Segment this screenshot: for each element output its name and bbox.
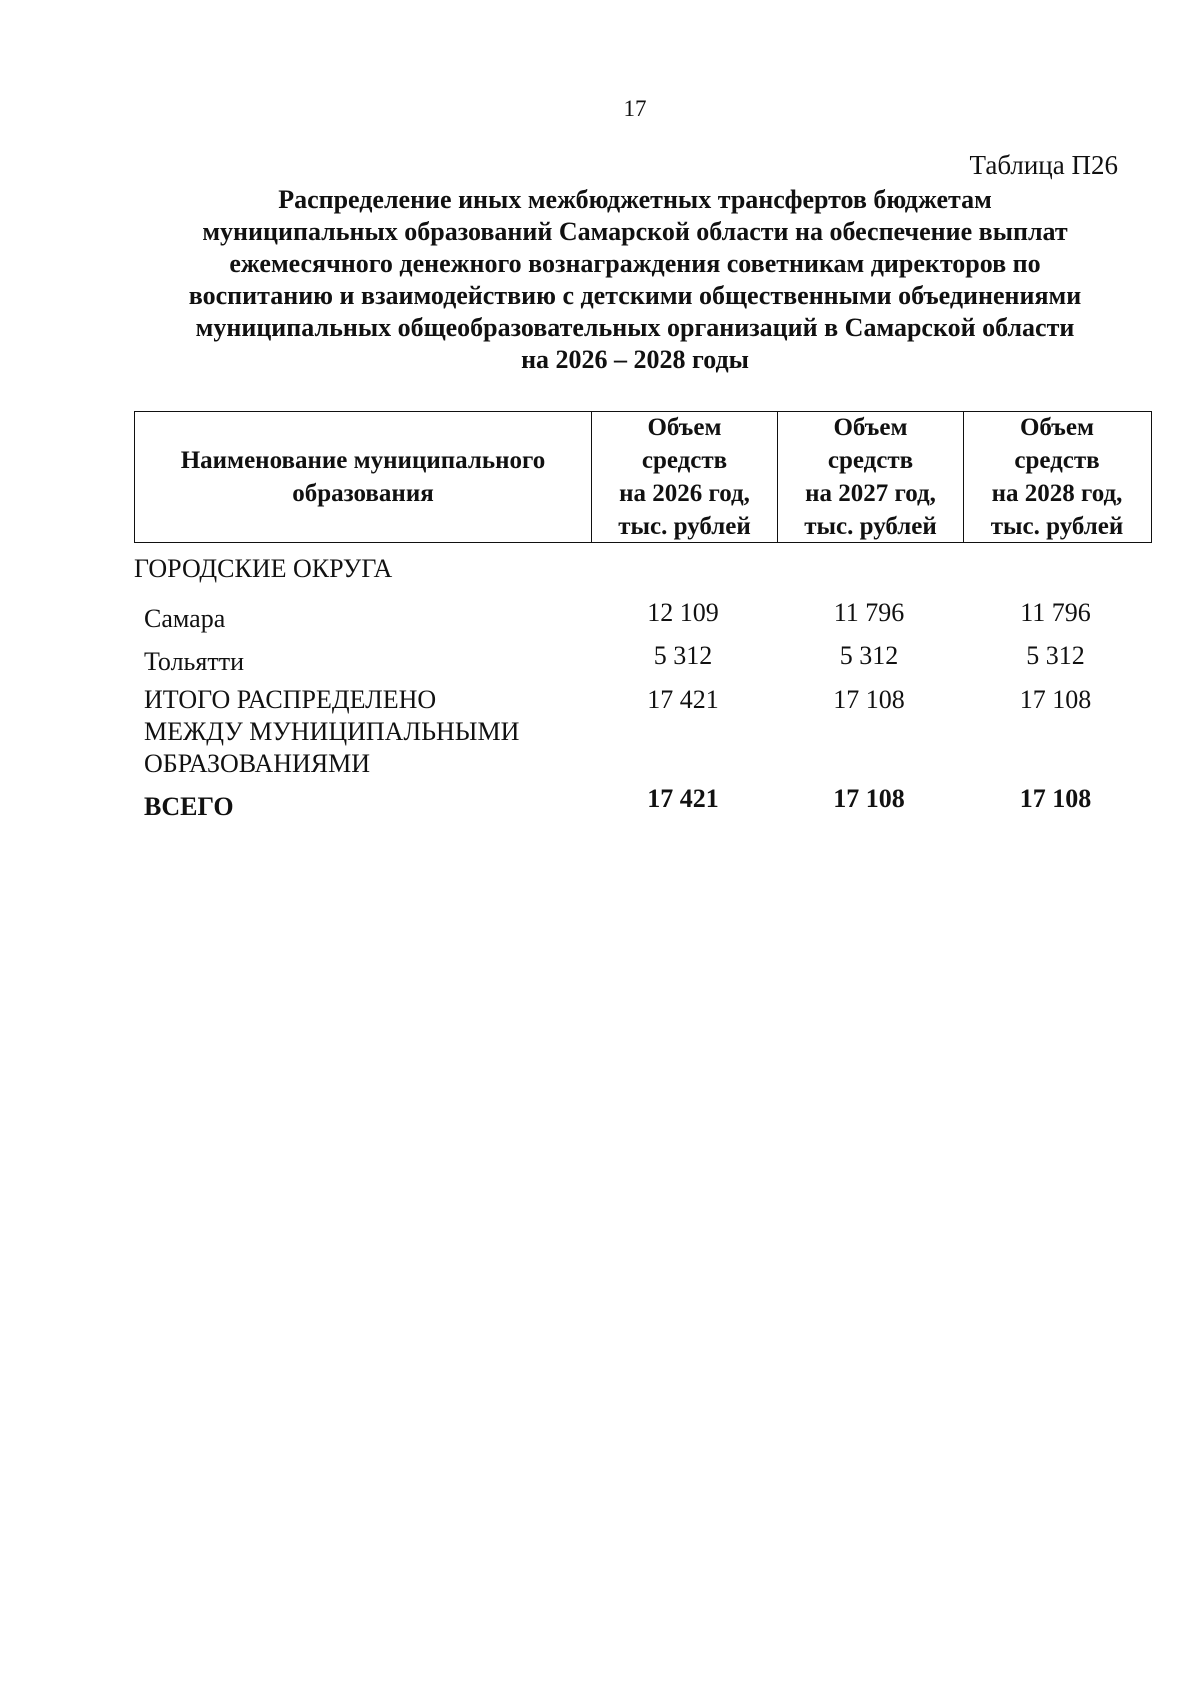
title-line: Распределение иных межбюджетных трансфертов бюджетам	[278, 185, 992, 214]
header-line: на 2026 год,	[619, 480, 750, 507]
subtotal-line: ОБРАЗОВАНИЯМИ	[144, 749, 371, 778]
subtotal-value-2028: 17 108	[1019, 685, 1092, 714]
row-value-2026: 5 312	[653, 641, 713, 670]
header-line: Объем	[647, 414, 722, 441]
row-value-2027: 11 796	[833, 598, 905, 627]
grand-total-value-2026: 17 421	[647, 784, 719, 813]
header-name-text: Наименование муниципального образования	[180, 447, 546, 507]
subtotal-line: МЕЖДУ МУНИЦИПАЛЬНЫМИ	[144, 717, 520, 746]
header-line: на 2027 год,	[805, 480, 936, 507]
header-line: на 2028 год,	[991, 480, 1123, 507]
row-value-2028: 5 312	[1026, 641, 1085, 670]
row-name: Самара	[144, 604, 226, 633]
grand-total-value-2027: 17 108	[833, 784, 905, 813]
table-row	[134, 597, 1152, 635]
section-row	[134, 553, 1152, 585]
subtotal-row	[134, 684, 1152, 780]
header-year-2027	[777, 412, 963, 542]
document-title	[100, 184, 1170, 376]
grand-total-name: ВСЕГО	[144, 792, 234, 821]
header-year-2026	[591, 412, 777, 542]
header-year-2028	[963, 412, 1150, 542]
subtotal-line: ИТОГО РАСПРЕДЕЛЕНО	[144, 685, 437, 714]
header-line: тыс. рублей	[618, 513, 751, 540]
header-line: тыс. рублей	[990, 513, 1124, 540]
row-value-2027: 5 312	[839, 641, 899, 670]
row-value-2028: 11 796	[1020, 598, 1091, 627]
header-line: средств	[641, 447, 728, 474]
table-label: Таблица П26	[969, 150, 1118, 180]
section-name: ГОРОДСКИЕ ОКРУГА	[134, 554, 393, 583]
header-line: Объем	[833, 414, 908, 441]
title-line: ежемесячного денежного вознаграждения советникам директоров по	[229, 249, 1041, 278]
title-line: на 2026 – 2028 годы	[521, 345, 749, 374]
grand-total-row	[134, 783, 1152, 823]
page-number: 17	[623, 96, 647, 121]
grand-total-value-2028: 17 108	[1019, 784, 1092, 813]
title-line: воспитанию и взаимодействию с детскими общественными объединениями	[188, 281, 1082, 310]
header-line: тыс. рублей	[804, 513, 937, 540]
header-line: средств	[827, 447, 914, 474]
subtotal-value-2027: 17 108	[833, 685, 905, 714]
row-value-2026: 12 109	[647, 598, 719, 627]
row-name: Тольятти	[144, 647, 245, 676]
subtotal-value-2026: 17 421	[647, 685, 719, 714]
header-line: средств	[1014, 447, 1100, 474]
title-line: муниципальных образований Самарской области на обеспечение выплат	[202, 217, 1068, 246]
header-line: Объем	[1019, 414, 1094, 441]
table-row	[134, 640, 1152, 678]
header-municipality-name	[135, 412, 591, 542]
subtotal-name	[134, 684, 590, 780]
table-header	[134, 411, 1152, 543]
title-line: муниципальных общеобразовательных организаций в Самарской области	[195, 313, 1075, 342]
